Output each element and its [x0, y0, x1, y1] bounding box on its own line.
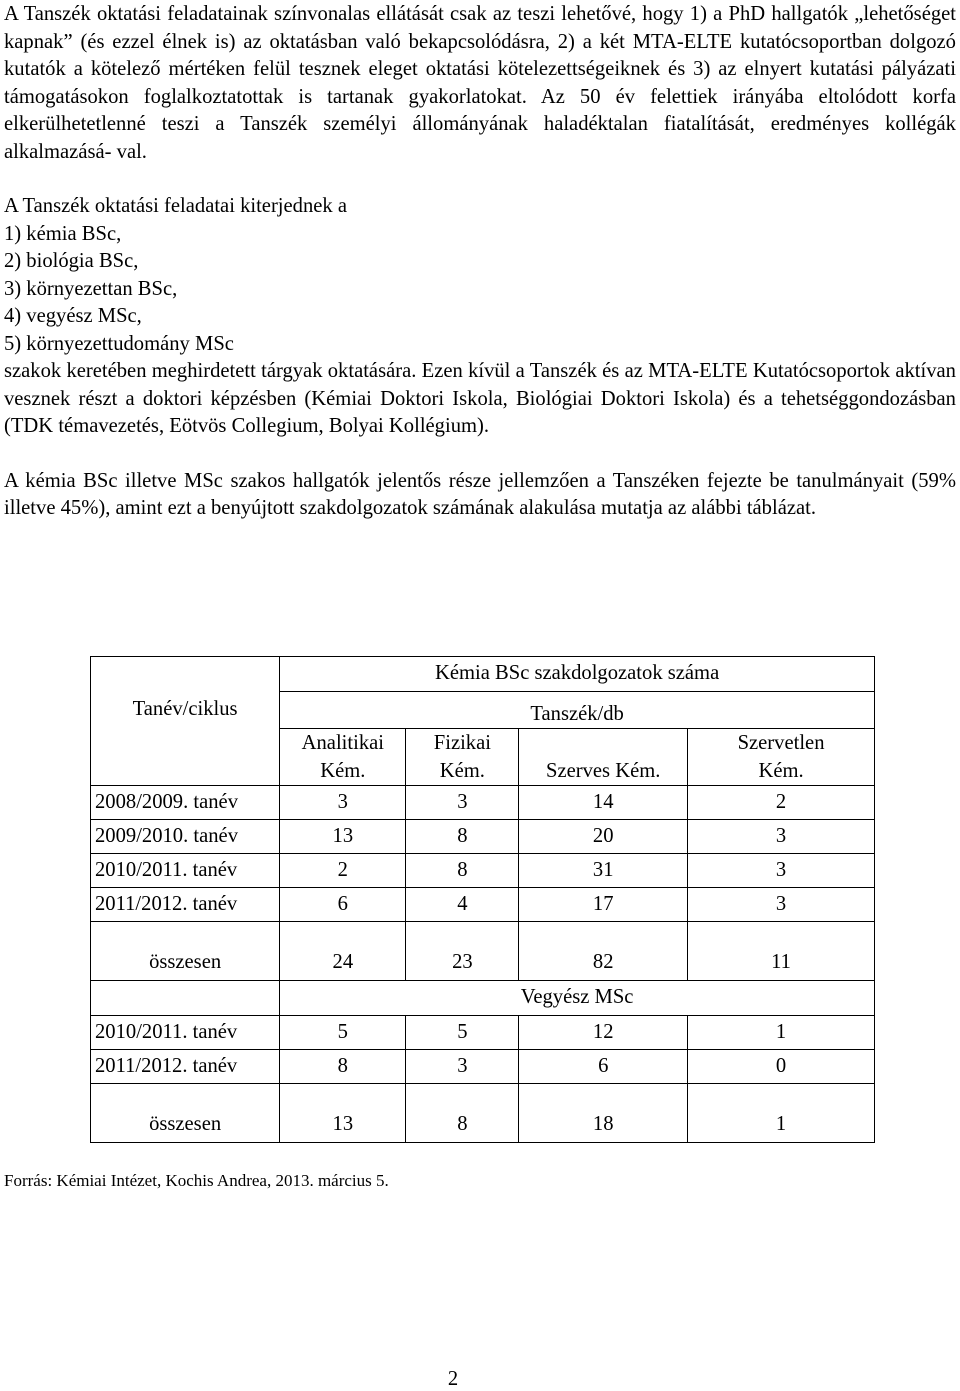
empty-cell [91, 981, 280, 1016]
value-cell: 12 [519, 1016, 688, 1050]
column-header-szerves: Szerves Kém. [519, 729, 688, 786]
year-cell: 2010/2011. tanév [91, 1016, 280, 1050]
table-row [91, 854, 875, 888]
list-item: 3) környezettan BSc, [4, 277, 178, 300]
total-cell: 82 [519, 922, 688, 981]
table-row [91, 1050, 875, 1084]
year-header: Tanév/ciklus [91, 657, 280, 786]
thesis-count-table [90, 656, 875, 1143]
total-cell: 18 [519, 1084, 688, 1143]
table-total-row [91, 1084, 875, 1143]
paragraph-tasks-rest [4, 358, 956, 441]
p1-line: oktatási kötelezettségeiknek és 3) az elnyert kutatási pályázati támogatásokon foglalkoztatottak [4, 58, 957, 108]
list-item: 2) biológia BSc, [4, 250, 139, 272]
p3-line: tanulmányait (59% illetve 45%), amint ezt a benyújtott szakdolgozatok számának alakulása [4, 469, 956, 519]
value-cell: 0 [688, 1050, 875, 1084]
value-cell: 2 [280, 854, 406, 888]
value-cell: 1 [688, 1016, 875, 1050]
value-cell: 3 [406, 1050, 519, 1084]
total-label: összesen [91, 1084, 280, 1143]
value-cell: 3 [280, 786, 406, 820]
p2-line: Kollégium). [388, 415, 490, 437]
value-cell: 3 [688, 888, 875, 922]
value-cell: 8 [406, 820, 519, 854]
value-cell: 2 [688, 786, 875, 820]
year-cell: 2011/2012. tanév [91, 888, 280, 922]
value-cell: 8 [406, 854, 519, 888]
p1-line: hallgatók „lehetőséget kapnak” (és ezzel élnek is) az oktatásban való bekapcsolódásra, 2) a két [4, 3, 956, 53]
p3-line: A kémia BSc illetve MSc szakos hallgatók jelentős része jellemzően a Tanszéken fejezte be [4, 469, 789, 492]
programme-list [4, 221, 956, 359]
list-item: 5) környezettudomány MSc [4, 332, 234, 355]
column-header-analitikai: Analitikai Kém. [280, 729, 406, 786]
p1-line: Tanszék személyi állományának haladéktalan fiatalítását, eredményes kollégák alkalmazásá- [4, 113, 956, 163]
value-cell: 3 [688, 820, 875, 854]
table-title: Kémia BSc szakdolgozatok száma [280, 657, 875, 692]
p1-line: is tartanak gyakorlatokat. Az 50 év felettiek irányába eltolódott korfa elkerülhetetlenné teszi a [4, 85, 957, 135]
column-header-szervetlen: Szervetlen Kém. [688, 729, 875, 786]
msc-section-title: Vegyész MSc [280, 981, 875, 1016]
total-cell: 24 [280, 922, 406, 981]
year-cell: 2008/2009. tanév [91, 786, 280, 820]
value-cell: 13 [280, 820, 406, 854]
page-number: 2 [447, 1368, 459, 1390]
column-header-fizikai: Fizikai Kém. [406, 729, 519, 786]
p1-line: val. [116, 140, 147, 163]
value-cell: 14 [519, 786, 688, 820]
group-header: Tanszék/db [280, 692, 875, 729]
year-cell: 2009/2010. tanév [91, 820, 280, 854]
p1-line: MTA-ELTE kutatócsoportban dolgozó kutatók a kötelező mértéken felül tesznek eleget [4, 30, 956, 80]
year-cell: 2011/2012. tanév [91, 1050, 280, 1084]
total-cell: 11 [688, 922, 875, 981]
total-cell: 1 [688, 1084, 875, 1143]
table-row [91, 786, 875, 820]
paragraph-tasks-intro: A Tanszék oktatási feladatai kiterjednek a [4, 195, 347, 217]
p2-line: Kutatócsoportok aktívan vesznek részt a doktori képzésben (Kémiai Doktori Iskola, Biológiai [4, 360, 956, 410]
value-cell: 5 [280, 1016, 406, 1050]
total-cell: 8 [406, 1084, 519, 1143]
table-row [91, 1016, 875, 1050]
value-cell: 4 [406, 888, 519, 922]
p3-line: mutatja az alábbi táblázat. [601, 497, 816, 519]
value-cell: 3 [406, 786, 519, 820]
source-note: Forrás: Kémiai Intézet, Kochis Andrea, 2013. március 5. [4, 1171, 389, 1190]
list-item: 4) vegyész MSc, [4, 305, 142, 327]
total-label: összesen [91, 922, 280, 981]
value-cell: 3 [688, 854, 875, 888]
paragraph-students [4, 468, 956, 523]
value-cell: 6 [280, 888, 406, 922]
value-cell: 31 [519, 854, 688, 888]
p2-line: szakok keretében meghirdetett tárgyak oktatására. Ezen kívül a Tanszék és az MTA-ELTE [4, 360, 748, 382]
total-cell: 23 [406, 922, 519, 981]
p2-line: Doktori Iskola) és a tehetséggondozásban (TDK témavezetés, Eötvös Collegium, Bolyai [4, 387, 956, 437]
value-cell: 20 [519, 820, 688, 854]
list-item: 1) kémia BSc, [4, 222, 122, 245]
document-page [4, 0, 956, 523]
value-cell: 5 [406, 1016, 519, 1050]
table-row [91, 888, 875, 922]
value-cell: 6 [519, 1050, 688, 1084]
paragraph-teaching-quality [4, 1, 956, 166]
table-row [91, 820, 875, 854]
year-cell: 2010/2011. tanév [91, 854, 280, 888]
p1-line: A Tanszék oktatási feladatainak színvonalas ellátását csak az teszi lehetővé, hogy 1) a PhD [4, 3, 766, 25]
total-cell: 13 [280, 1084, 406, 1143]
value-cell: 17 [519, 888, 688, 922]
value-cell: 8 [280, 1050, 406, 1084]
table-total-row [91, 922, 875, 981]
